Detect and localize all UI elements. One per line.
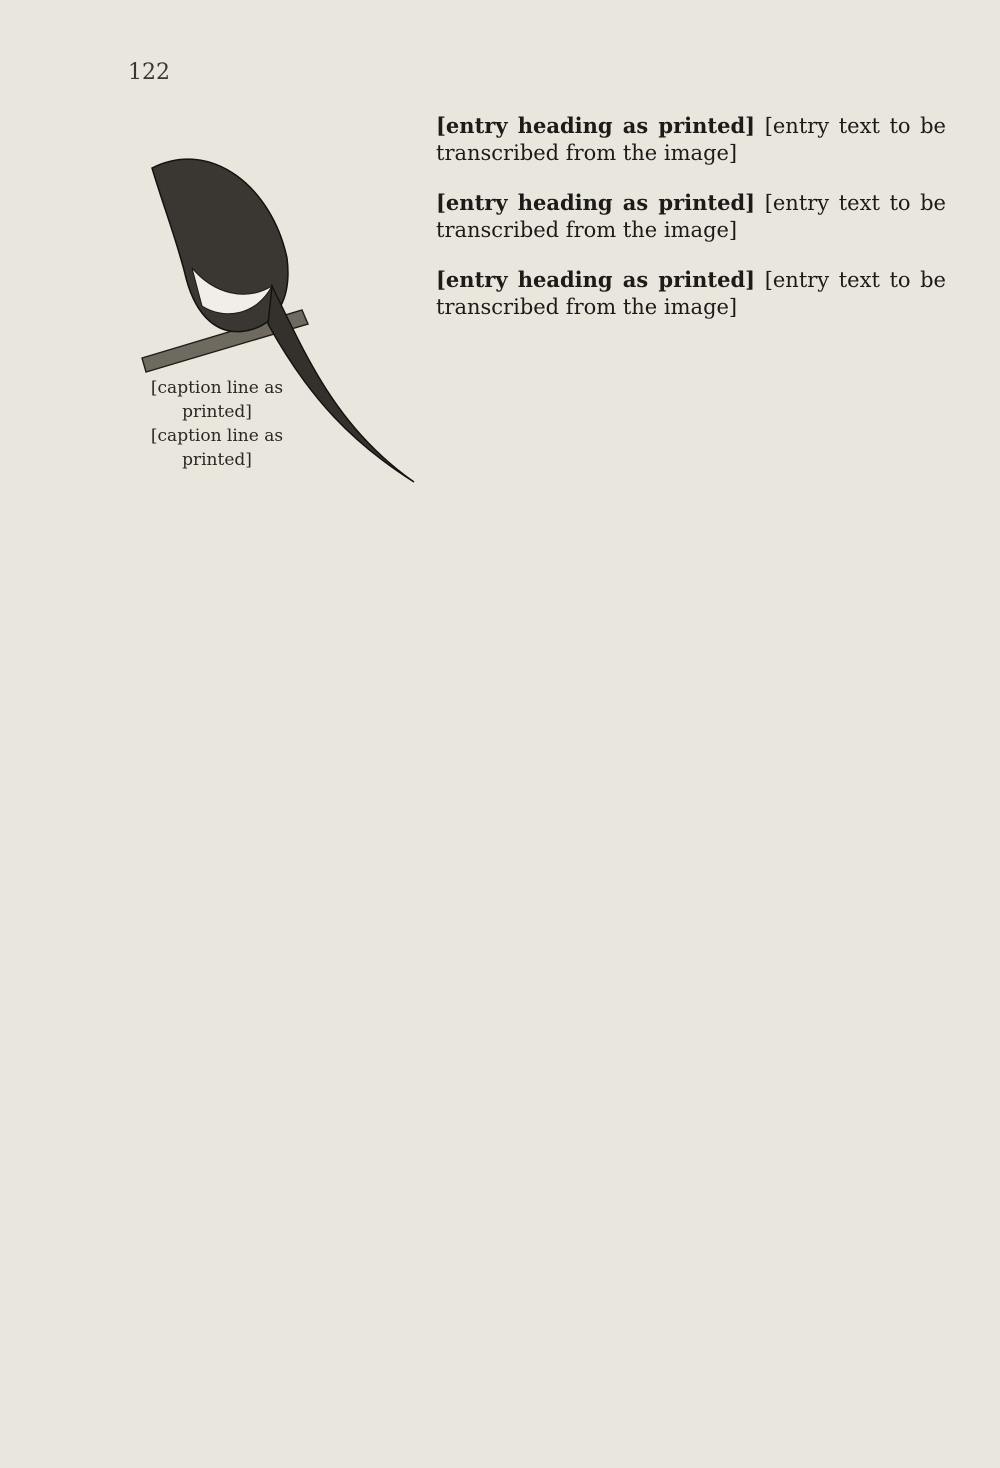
entry-heading: [entry heading as printed] — [436, 267, 756, 293]
entry-text: [entry text to be transcribed from the image] — [436, 268, 946, 320]
caption-line-1: [caption line as printed] — [150, 378, 284, 422]
figure-caption — [122, 376, 312, 472]
entry-0 — [128, 112, 946, 470]
text-column — [128, 112, 946, 496]
entry-heading: [entry heading as printed] — [436, 113, 756, 138]
entry-text: [entry text to be transcribed from the image] — [436, 191, 946, 243]
figure-0 — [122, 118, 422, 490]
entry-heading: [entry heading as printed] — [436, 190, 756, 216]
page-number: 122 — [128, 60, 170, 85]
entry-text: [entry text to be transcribed from the image] — [436, 114, 946, 166]
caption-line-2: [caption line as printed] — [150, 426, 284, 470]
